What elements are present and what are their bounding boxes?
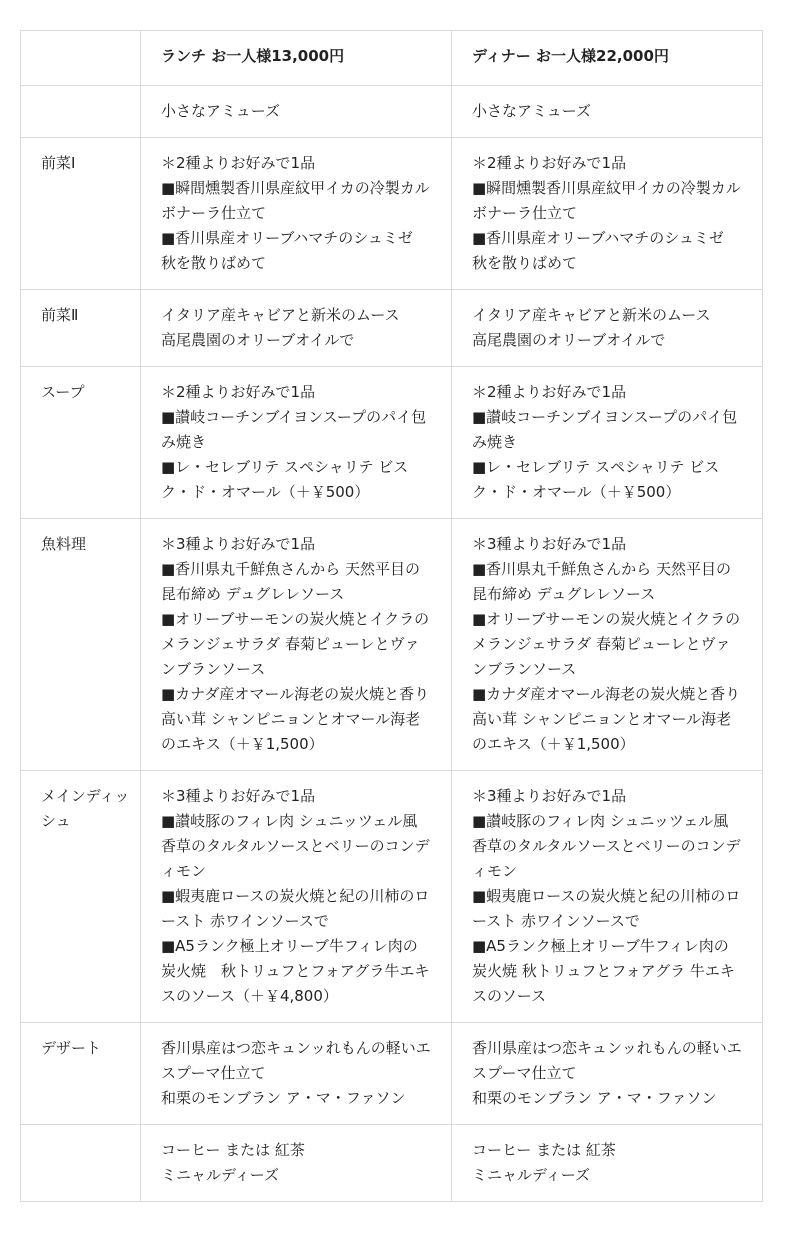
dinner-dish-cell (452, 138, 763, 290)
course-label: デザート (21, 1023, 141, 1125)
lunch-dish-cell (141, 1125, 452, 1202)
dinner-dish-cell (452, 771, 763, 1023)
dish-line: ■香川県丸千鮮魚さんから 天然平目の昆布締め デュグレレソース (472, 560, 731, 603)
dish-line: 高尾農園のオリーブオイルで (472, 331, 666, 349)
dish-line: コーヒー または 紅茶 (472, 1141, 616, 1159)
course-label: 前菜Ⅱ (21, 290, 141, 367)
dish-line: ■讃岐コーチンブイヨンスープのパイ包み焼き (472, 408, 738, 451)
dish-line: 和栗のモンブラン ア・マ・ファソン (161, 1089, 406, 1107)
dish-line: ミニャルディーズ (472, 1166, 591, 1184)
table-row (21, 1023, 763, 1125)
table-row (21, 519, 763, 771)
dinner-dish-cell (452, 367, 763, 519)
dish-line: ■瞬間燻製香川県産紋甲イカの冷製カルボナーラ仕立て (472, 179, 741, 222)
dish-line: 高尾農園のオリーブオイルで (161, 331, 355, 349)
dinner-course-header: ディナー お一人様22,000円 (452, 31, 763, 86)
table-row (21, 771, 763, 1023)
dish-line: ＊2種よりお好みで1品 (161, 383, 316, 401)
table-row (21, 1125, 763, 1202)
course-label: 魚料理 (21, 519, 141, 771)
header-empty-cell (21, 31, 141, 86)
dish-line: 和栗のモンブラン ア・マ・ファソン (472, 1089, 717, 1107)
dish-line: ■オリーブサーモンの炭火焼とイクラのメランジェサラダ 春菊ピューレとヴァンブランソース (472, 610, 741, 678)
course-label (21, 1125, 141, 1202)
lunch-dish-cell (141, 86, 452, 138)
dish-line: イタリア産キャビアと新米のムース (472, 306, 711, 324)
dish-line: ■カナダ産オマール海老の炭火焼と香り高い茸 シャンピニョンとオマール海老のエキス（＋￥1,500） (161, 685, 430, 753)
dish-line: ＊3種よりお好みで1品 (472, 787, 627, 805)
dish-line: ＊2種よりお好みで1品 (161, 154, 316, 172)
table-row (21, 86, 763, 138)
table-row (21, 138, 763, 290)
dinner-dish-cell (452, 86, 763, 138)
dish-line: ＊3種よりお好みで1品 (161, 787, 316, 805)
dish-line: ■レ・セレブリテ スペシャリテ ビスク・ド・オマール（＋￥500） (161, 458, 409, 501)
lunch-dish-cell (141, 1023, 452, 1125)
dish-line: ■A5ランク極上オリーブ牛フィレ肉の炭火焼 秋トリュフとフォアグラ 牛エキスのソース (472, 937, 735, 1005)
dish-line: ミニャルディーズ (161, 1166, 280, 1184)
dish-line: ■讃岐豚のフィレ肉 シュニッツェル風 香草のタルタルソースとベリーのコンディモン (161, 812, 433, 880)
course-label (21, 86, 141, 138)
dish-line: ＊3種よりお好みで1品 (161, 535, 316, 553)
dish-line: ■蝦夷鹿ロースの炭火焼と紀の川柿のロースト 赤ワインソースで (161, 887, 430, 930)
dish-line: ■香川県産オリーブハマチのシュミゼ 秋を散りばめて (161, 229, 418, 272)
dish-line: ■オリーブサーモンの炭火焼とイクラのメランジェサラダ 春菊ピューレとヴァンブランソース (161, 610, 430, 678)
lunch-course-header: ランチ お一人様13,000円 (141, 31, 452, 86)
dish-line: ■讃岐コーチンブイヨンスープのパイ包み焼き (161, 408, 427, 451)
course-menu-table (20, 30, 763, 1202)
dinner-dish-cell (452, 519, 763, 771)
dish-line: ＊2種よりお好みで1品 (472, 383, 627, 401)
dish-line: イタリア産キャビアと新米のムース (161, 306, 400, 324)
dinner-dish-cell (452, 290, 763, 367)
course-label: メインディッシュ (21, 771, 141, 1023)
dish-line: ■香川県丸千鮮魚さんから 天然平目の昆布締め デュグレレソース (161, 560, 420, 603)
dish-line: ＊2種よりお好みで1品 (472, 154, 627, 172)
table-row (21, 290, 763, 367)
table-row (21, 367, 763, 519)
dish-line: 香川県産はつ恋キュンッれもんの軽いエスプーマ仕立て (161, 1039, 431, 1082)
dish-line: ■讃岐豚のフィレ肉 シュニッツェル風 香草のタルタルソースとベリーのコンディモン (472, 812, 744, 880)
dish-line: 香川県産はつ恋キュンッれもんの軽いエスプーマ仕立て (472, 1039, 742, 1082)
dish-line: ■瞬間燻製香川県産紋甲イカの冷製カルボナーラ仕立て (161, 179, 430, 222)
dish-line: ■A5ランク極上オリーブ牛フィレ肉の炭火焼 秋トリュフとフォアグラ牛エキスのソース（＋￥4,800） (161, 937, 430, 1005)
lunch-dish-cell (141, 519, 452, 771)
lunch-dish-cell (141, 367, 452, 519)
course-label: スープ (21, 367, 141, 519)
dish-line: ■レ・セレブリテ スペシャリテ ビスク・ド・オマール（＋￥500） (472, 458, 720, 501)
dish-line: ■香川県産オリーブハマチのシュミゼ 秋を散りばめて (472, 229, 729, 272)
lunch-dish-cell (141, 771, 452, 1023)
dish-line: コーヒー または 紅茶 (161, 1141, 305, 1159)
lunch-dish-cell (141, 138, 452, 290)
dish-line: ＊3種よりお好みで1品 (472, 535, 627, 553)
dish-line: 小さなアミューズ (472, 102, 591, 120)
dinner-dish-cell (452, 1023, 763, 1125)
dinner-dish-cell (452, 1125, 763, 1202)
dish-line: ■カナダ産オマール海老の炭火焼と香り高い茸 シャンピニョンとオマール海老のエキス（＋￥1,500） (472, 685, 741, 753)
lunch-dish-cell (141, 290, 452, 367)
dish-line: ■蝦夷鹿ロースの炭火焼と紀の川柿のロースト 赤ワインソースで (472, 887, 741, 930)
header-row (21, 31, 763, 86)
course-label: 前菜Ⅰ (21, 138, 141, 290)
dish-line: 小さなアミューズ (161, 102, 280, 120)
